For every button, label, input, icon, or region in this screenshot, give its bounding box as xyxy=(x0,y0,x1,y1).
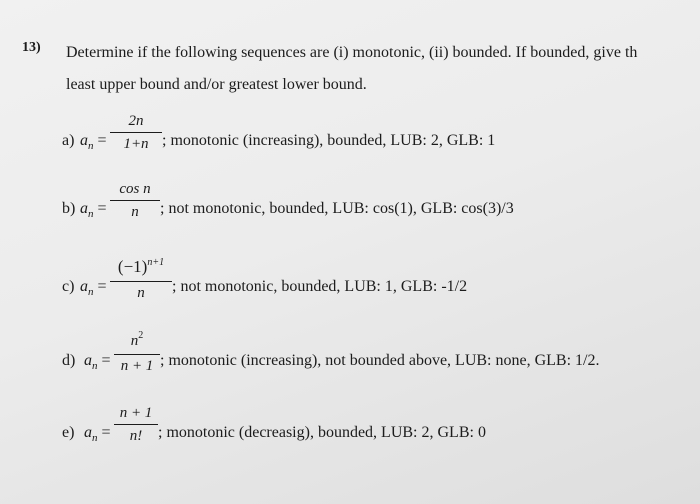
sequence-formula xyxy=(110,112,162,153)
sequence-term: $a_n$ = xyxy=(80,200,107,220)
sequence-term: $a_n$ = xyxy=(80,278,107,298)
item-label: b) xyxy=(62,200,76,217)
formula-denominator: n + 1 xyxy=(120,358,154,374)
formula-denominator: n xyxy=(137,285,145,301)
formula-denominator: n! xyxy=(129,428,143,444)
sequence-formula xyxy=(110,180,160,221)
sequence-formula xyxy=(110,258,172,302)
sequence-formula xyxy=(114,332,160,375)
item-label: d) xyxy=(62,352,76,369)
formula-numerator: 2n xyxy=(128,113,144,129)
sequence-term: $a_n$ = xyxy=(84,352,111,372)
sequence-term: $a_n$ = xyxy=(84,424,111,444)
item-answer: ; monotonic (increasing), bounded, LUB: 2, GLB: 1 xyxy=(162,132,496,149)
fraction-bar xyxy=(114,424,158,425)
formula-numerator: $n^2$ xyxy=(130,330,144,349)
question-text-line-1: Determine if the following sequences are (i) monotonic, (ii) bounded. If bounded, give th xyxy=(66,44,638,61)
item-label: a) xyxy=(62,132,75,149)
fraction-bar xyxy=(114,354,160,355)
item-label: e) xyxy=(62,424,75,441)
formula-denominator: 1+n xyxy=(123,136,149,152)
formula-denominator: n xyxy=(131,204,139,220)
item-label: c) xyxy=(62,278,75,295)
formula-numerator: n + 1 xyxy=(119,405,153,421)
sequence-formula xyxy=(114,404,158,445)
fraction-bar xyxy=(110,132,162,133)
fraction-bar xyxy=(110,200,160,201)
formula-numerator: cos n xyxy=(119,181,151,197)
sequence-term: $a_n$ = xyxy=(80,132,107,152)
item-answer: ; monotonic (increasing), not bounded above, LUB: none, GLB: 1/2. xyxy=(160,352,600,369)
question-text-line-2: least upper bound and/or greatest lower bound. xyxy=(66,76,367,93)
formula-numerator: $(-1)^{n+1}$ xyxy=(117,257,165,276)
question-number: 13) xyxy=(22,40,41,55)
item-answer: ; not monotonic, bounded, LUB: 1, GLB: -1/2 xyxy=(172,278,468,295)
item-answer: ; monotonic (decreasig), bounded, LUB: 2, GLB: 0 xyxy=(158,424,486,441)
item-answer: ; not monotonic, bounded, LUB: cos(1), GLB: cos(3)/3 xyxy=(160,200,514,217)
fraction-bar xyxy=(110,281,172,282)
